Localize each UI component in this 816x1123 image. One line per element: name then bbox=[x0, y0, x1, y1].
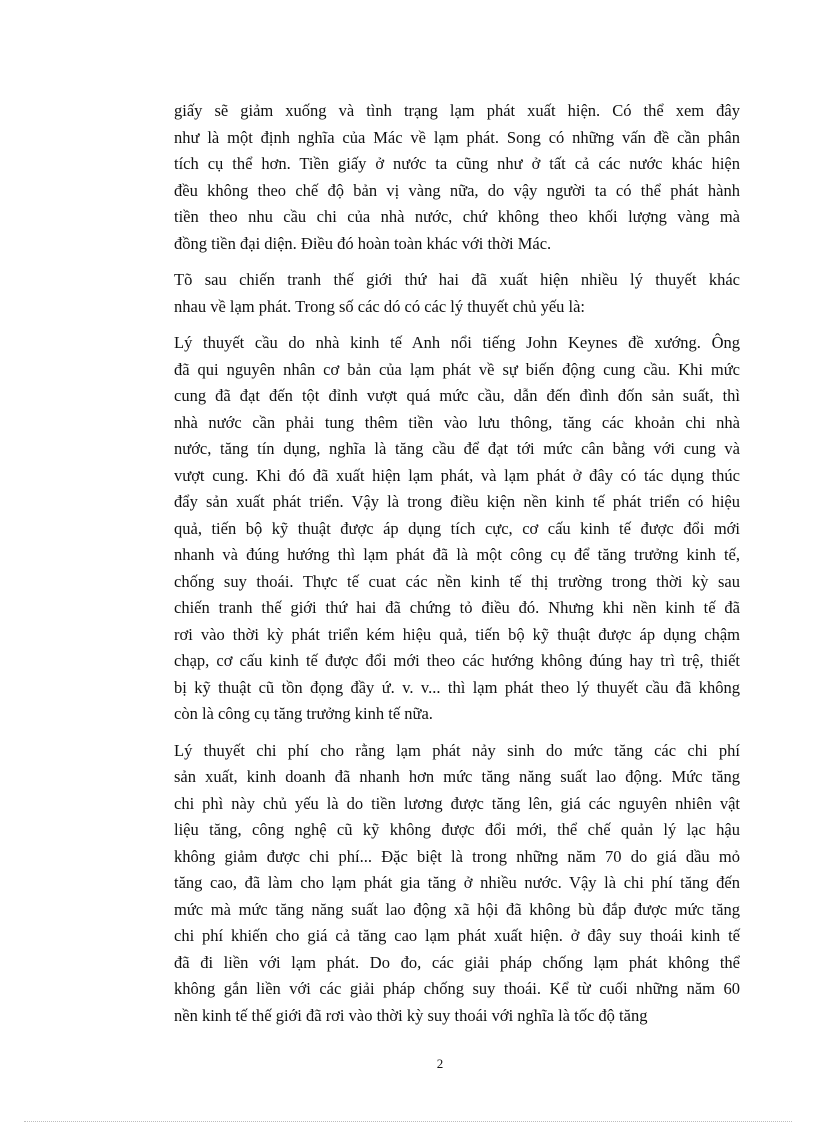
text-line: sản xuất, kinh doanh đã nhanh hơn mức tăng năng suất lao động. Mức tăng bbox=[174, 767, 740, 786]
text-line: như là một định nghĩa của Mác về lạm phát. Song có những vấn đề cần phân bbox=[174, 127, 740, 147]
text-line: đều không theo chế độ bản vị vàng nữa, do vậy người ta có thể phát hành bbox=[174, 180, 740, 200]
text-line: đã qui nguyên nhân cơ bản của lạm phát về sự biến động cung cầu. Khi mức bbox=[174, 359, 740, 379]
text-line: bị kỹ thuật cũ tồn đọng đầy ứ. v. v... thì lạm phát theo lý thuyết cầu đã không bbox=[174, 677, 740, 697]
text-line: nước, tăng tín dụng, nghĩa là tăng cầu để đạt tới mức cân bằng với cung và bbox=[174, 439, 740, 458]
text-line: nhà nước cần phải tung thêm tiền vào lưu thông, tăng các khoản chi nhà bbox=[174, 412, 740, 432]
paragraph bbox=[148, 738, 740, 1030]
text-line: giấy sẽ giảm xuống và tình trạng lạm phát xuất hiện. Có thể xem đây bbox=[174, 101, 740, 120]
text-line: chống suy thoái. Thực tế cuat các nền kinh tế thị trường trong thời kỳ sau bbox=[174, 571, 740, 591]
paragraph bbox=[148, 267, 740, 320]
text-line: Tõ sau chiến tranh thế giới thứ hai đã xuất hiện nhiều lý thuyết khác bbox=[174, 270, 740, 289]
text-line: còn là công cụ tăng trưởng kinh tế nữa. bbox=[174, 704, 433, 723]
text-line: mức mà mức tăng năng suất lao động xã hội đã không bù đắp được mức tăng bbox=[174, 899, 740, 919]
text-line: vượt cung. Khi đó đã xuất hiện lạm phát, và lạm phát ở đây có tác dụng thúc bbox=[174, 465, 740, 485]
text-line: tích cụ thể hơn. Tiền giấy ở nước ta cũng như ở tất cả các nước khác hiện bbox=[174, 154, 740, 173]
text-line: liệu tăng, công nghệ cũ kỹ không được đổi mới, thể chế quản lý lạc hậu bbox=[174, 820, 740, 839]
text-line: chiến tranh thế giới thứ hai đã chứng tỏ điều đó. Nhưng khi nền kinh tế đã bbox=[174, 598, 740, 617]
text-line: không giảm được chi phí... Đặc biệt là trong những năm 70 do giá dầu mỏ bbox=[174, 846, 740, 866]
text-line: cung đã đạt đến tột đỉnh vượt quá mức cầu, dẫn đến đình đốn sản suất, thì bbox=[174, 386, 740, 405]
paragraph bbox=[148, 330, 740, 728]
text-line: nhau về lạm phát. Trong số các dó có các lý thuyết chủ yếu là: bbox=[174, 296, 586, 316]
text-line: rơi vào thời kỳ phát triển kém hiệu quả, tiến bộ kỹ thuật được áp dụng chậm bbox=[174, 624, 740, 644]
text-line: đồng tiền đại diện. Điều đó hoàn toàn khác với thời Mác. bbox=[174, 233, 552, 253]
text-line: Lý thuyết cầu do nhà kinh tế Anh nổi tiếng John Keynes đề xướng. Ông bbox=[174, 333, 740, 352]
page-number: 2 bbox=[436, 1056, 444, 1071]
text-line: tiền theo nhu cầu chi của nhà nước, chứ không theo khối lượng vàng mà bbox=[174, 207, 740, 226]
body-text bbox=[148, 98, 740, 1029]
text-line: chạp, cơ cấu kinh tế được đổi mới theo các hướng không đúng hay trì trệ, thiết bbox=[174, 651, 740, 670]
paragraph bbox=[148, 98, 740, 257]
text-line: đẩy sản xuất phát triển. Vậy là trong điều kiện nền kinh tế phát triển có hiệu bbox=[174, 492, 740, 511]
text-line: nhanh và đúng hướng thì lạm phát đã là một công cụ để tăng trưởng kinh tế, bbox=[174, 545, 740, 564]
text-line: Lý thuyết chi phí cho rằng lạm phát nảy sinh do mức tăng các chi phí bbox=[174, 740, 740, 760]
text-line: chi phì này chủ yếu là do tiền lương được tăng lên, giá các nguyên nhiên vật bbox=[174, 793, 740, 813]
text-line: quả, tiến bộ kỹ thuật được áp dụng tích cực, cơ cấu kinh tế được đổi mới bbox=[174, 518, 740, 538]
text-line: không gắn liền với các giải pháp chống suy thoái. Kể từ cuối những năm 60 bbox=[174, 979, 740, 998]
text-line: tăng cao, đã làm cho lạm phát gia tăng ở nhiều nước. Vậy là chi phí tăng đến bbox=[174, 873, 740, 892]
text-line: đã đi liền với lạm phát. Do đo, các giải pháp chống lạm phát không thể bbox=[174, 952, 740, 972]
text-line: chi phí khiến cho giá cả tăng cao lạm phát xuất hiện. ở đây suy thoái kinh tế bbox=[174, 926, 740, 945]
page-divider bbox=[24, 1121, 792, 1122]
text-line: nền kinh tế thế giới đã rơi vào thời kỳ suy thoái với nghĩa là tốc độ tăng bbox=[174, 1005, 648, 1025]
